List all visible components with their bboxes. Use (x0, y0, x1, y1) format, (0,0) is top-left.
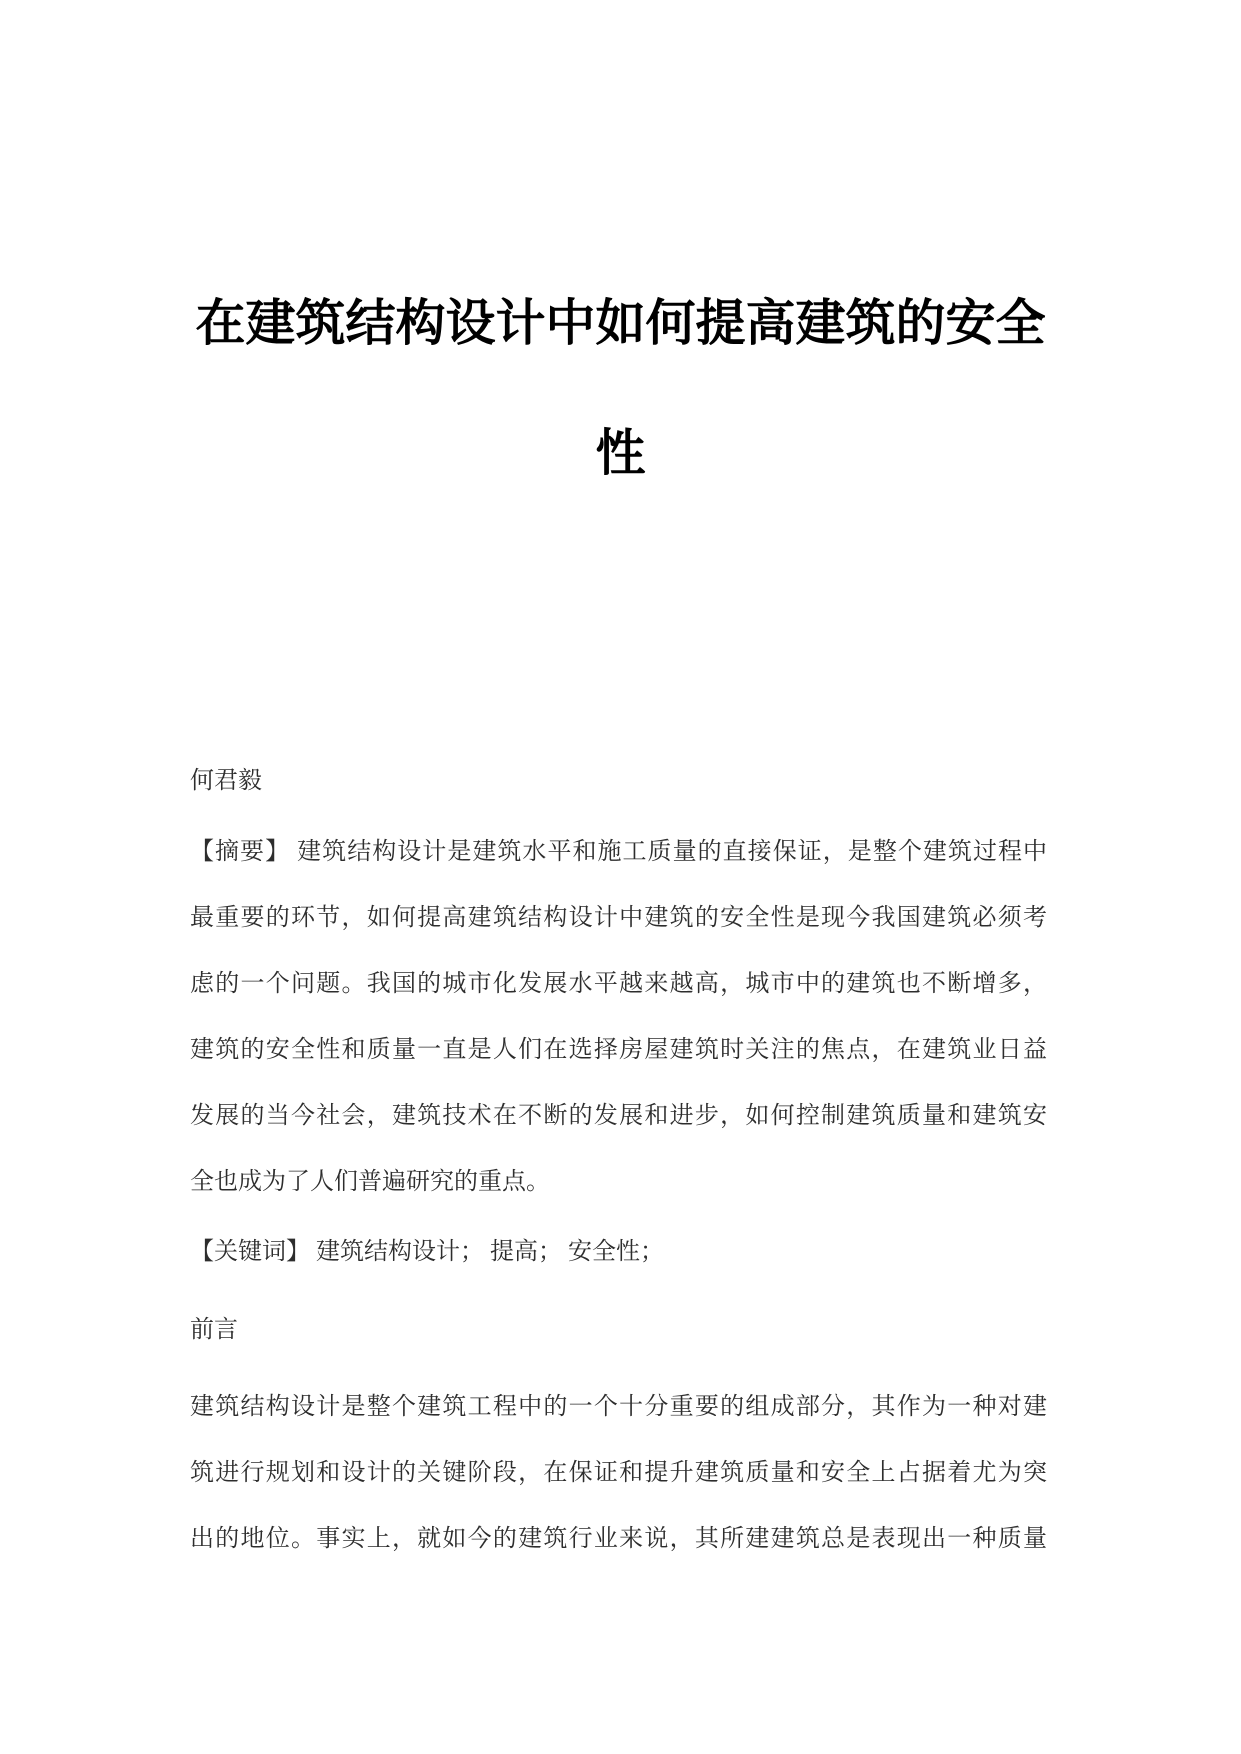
body-paragraph (190, 1374, 1047, 1572)
abstract-paragraph (190, 819, 1047, 1215)
body-line: 筑进行规划和设计的关键阶段，在保证和提升建筑质量和安全上占据着尤为突 (190, 1460, 1047, 1486)
body-line: 建筑结构设计是整个建筑工程中的一个十分重要的组成部分，其作为一种对建 (190, 1394, 1047, 1420)
abstract-line: 发展的当今社会，建筑技术在不断的发展和进步，如何控制建筑质量和建筑安 (190, 1103, 1047, 1129)
document-title-line-2: 性 (595, 425, 646, 481)
author-name: 何君毅 (190, 768, 262, 794)
body-line: 出的地位。事实上，就如今的建筑行业来说，其所建建筑总是表现出一种质量 (190, 1526, 1047, 1552)
abstract-line: 全也成为了人们普遍研究的重点。 (190, 1169, 550, 1195)
abstract-line: 【摘要】 建筑结构设计是建筑水平和施工质量的直接保证，是整个建筑过程中 (190, 839, 1047, 865)
document-body-area (190, 518, 1047, 1572)
abstract-line: 最重要的环节，如何提高建筑结构设计中建筑的安全性是现今我国建筑必须考 (190, 905, 1047, 931)
abstract-line: 建筑的安全性和质量一直是人们在选择房屋建筑时关注的焦点，在建筑业日益 (190, 1037, 1047, 1063)
keywords-line: 【关键词】 建筑结构设计； 提高； 安全性； (190, 1239, 664, 1265)
foreword-heading: 前言 (190, 1317, 238, 1343)
document-title-line-1: 在建筑结构设计中如何提高建筑的安全 (195, 295, 1046, 351)
document-title (0, 258, 1241, 518)
abstract-line: 虑的一个问题。我国的城市化发展水平越来越高，城市中的建筑也不断增多， (190, 971, 1047, 997)
